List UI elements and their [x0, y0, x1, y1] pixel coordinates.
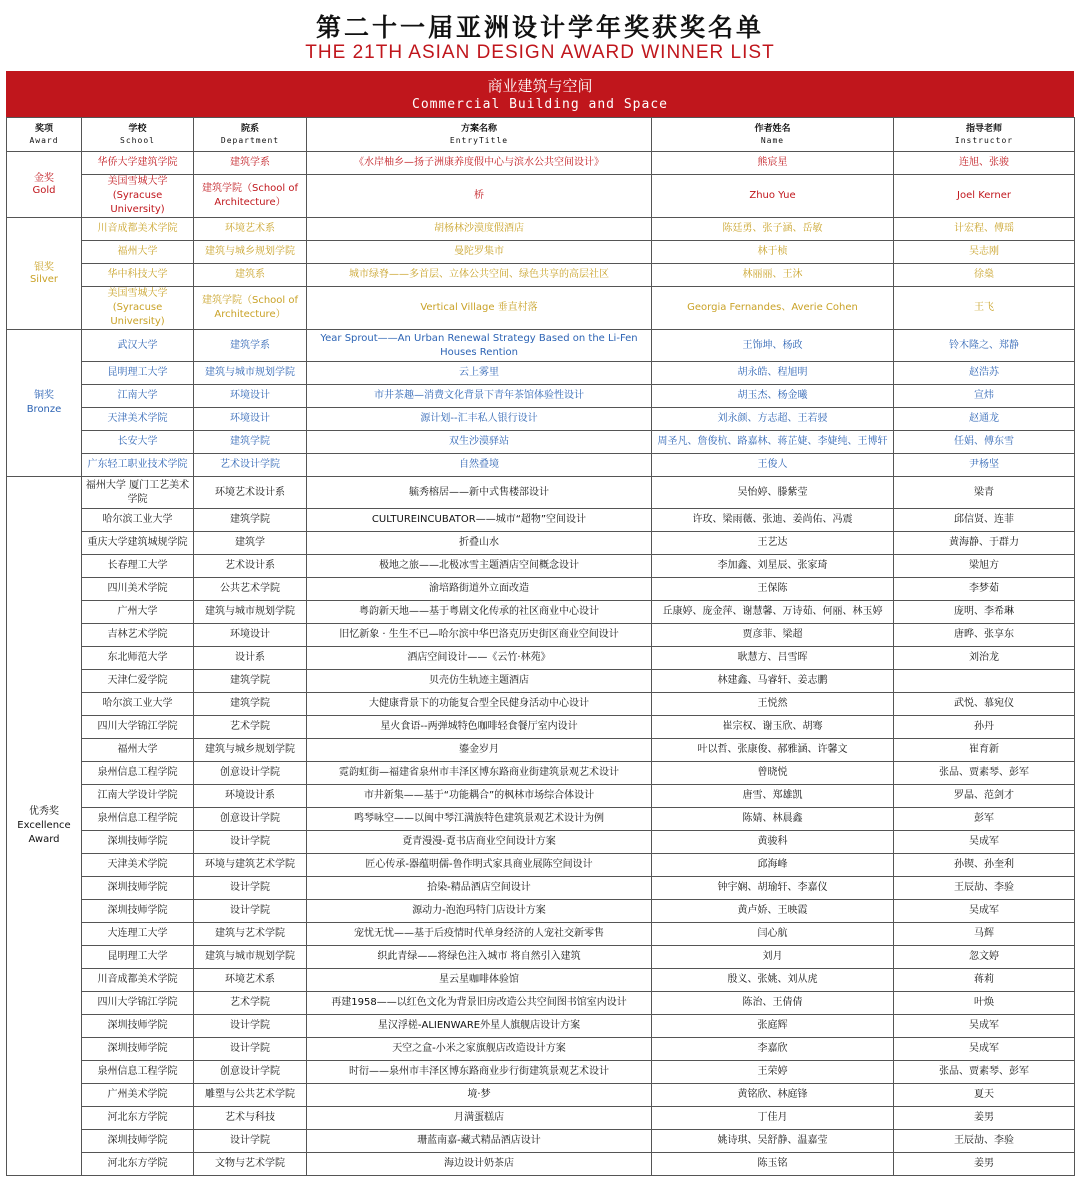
table-row — [7, 362, 1075, 385]
instructor-cell: 黄海静、于群力 — [894, 532, 1075, 555]
author-name-cell: 王保陈 — [652, 578, 894, 601]
department-cell: 设计系 — [194, 647, 307, 670]
department-cell: 设计学院 — [194, 831, 307, 854]
department-cell: 创意设计学院 — [194, 808, 307, 831]
school-cell: 深圳技师学院 — [82, 831, 194, 854]
table-row — [7, 946, 1075, 969]
instructor-cell: 计宏程、傅瑶 — [894, 218, 1075, 241]
table-row — [7, 831, 1075, 854]
department-cell: 建筑与城市规划学院 — [194, 946, 307, 969]
department-cell: 设计学院 — [194, 1038, 307, 1061]
school-cell: 河北东方学院 — [82, 1153, 194, 1176]
table-row — [7, 1015, 1075, 1038]
table-row — [7, 509, 1075, 532]
instructor-cell: 任娟、傅东雪 — [894, 431, 1075, 454]
entry-title-cell: 云上雾里 — [307, 362, 652, 385]
table-row — [7, 1084, 1075, 1107]
col-header-award: 奖项 Award — [7, 118, 82, 152]
entry-title-cell: 再建1958——以红色文化为背景旧房改造公共空间图书馆室内设计 — [307, 992, 652, 1015]
school-cell: 吉林艺术学院 — [82, 624, 194, 647]
table-row — [7, 1130, 1075, 1153]
entry-title-cell: 粤韵新天地——基于粤剧文化传承的社区商业中心设计 — [307, 601, 652, 624]
instructor-cell: 宣炜 — [894, 385, 1075, 408]
school-cell: 美国雪城大学 (Syracuse University) — [82, 287, 194, 330]
entry-title-cell: 桥 — [307, 175, 652, 218]
table-row — [7, 854, 1075, 877]
instructor-cell: 铃木隆之、郑静 — [894, 330, 1075, 362]
instructor-cell: Joel Kerner — [894, 175, 1075, 218]
school-cell: 广州大学 — [82, 601, 194, 624]
entry-title-cell: 双生沙漠驿站 — [307, 431, 652, 454]
author-name-cell: 李嘉欣 — [652, 1038, 894, 1061]
table-row — [7, 431, 1075, 454]
table-row — [7, 647, 1075, 670]
department-cell: 环境与建筑艺术学院 — [194, 854, 307, 877]
table-row — [7, 1061, 1075, 1084]
school-cell: 广东轻工职业技术学院 — [82, 454, 194, 477]
entry-title-cell: 天空之盒-小米之家旗舰店改造设计方案 — [307, 1038, 652, 1061]
award-label-en: Silver — [29, 273, 59, 285]
department-cell: 雕塑与公共艺术学院 — [194, 1084, 307, 1107]
school-cell: 河北东方学院 — [82, 1107, 194, 1130]
department-cell: 建筑与城乡规划学院 — [194, 241, 307, 264]
department-cell: 建筑学院（School of Architecture） — [194, 175, 307, 218]
author-name-cell: 耿慧方、吕雪晖 — [652, 647, 894, 670]
table-row — [7, 175, 1075, 218]
author-name-cell: 林丽丽、王沐 — [652, 264, 894, 287]
entry-title-cell: 拾染-精品酒店空间设计 — [307, 877, 652, 900]
instructor-cell: 徐燊 — [894, 264, 1075, 287]
department-cell: 建筑学院 — [194, 431, 307, 454]
entry-title-cell: 源动力-泡泡玛特门店设计方案 — [307, 900, 652, 923]
school-cell: 四川美术学院 — [82, 578, 194, 601]
instructor-cell: 罗晶、范剑才 — [894, 785, 1075, 808]
author-name-cell: 丘康婷、庞金萍、谢慧馨、万诗茹、何丽、林玉婷 — [652, 601, 894, 624]
school-cell: 福州大学 厦门工艺美术学院 — [82, 477, 194, 509]
author-name-cell: 吴怡婷、滕紫莹 — [652, 477, 894, 509]
author-name-cell: 王饰坤、杨政 — [652, 330, 894, 362]
department-cell: 艺术与科技 — [194, 1107, 307, 1130]
instructor-cell: 吴成军 — [894, 900, 1075, 923]
department-cell: 设计学院 — [194, 900, 307, 923]
department-cell: 创意设计学院 — [194, 1061, 307, 1084]
author-name-cell: 王艺达 — [652, 532, 894, 555]
author-name-cell: 黄卢娇、王映霞 — [652, 900, 894, 923]
table-row — [7, 762, 1075, 785]
department-cell: 建筑与城乡规划学院 — [194, 739, 307, 762]
instructor-cell: 邱信贤、连菲 — [894, 509, 1075, 532]
department-cell: 环境设计 — [194, 624, 307, 647]
instructor-cell: 孙丹 — [894, 716, 1075, 739]
winner-table — [6, 117, 1075, 1176]
table-row — [7, 992, 1075, 1015]
department-cell: 环境艺术设计系 — [194, 477, 307, 509]
instructor-cell: 叶焕 — [894, 992, 1075, 1015]
instructor-cell: 忽文婷 — [894, 946, 1075, 969]
col-header-instructor: 指导老师 Instructor — [894, 118, 1075, 152]
entry-title-cell: CULTUREINCUBATOR——城市“超物”空间设计 — [307, 509, 652, 532]
author-name-cell: 胡玉杰、杨金曦 — [652, 385, 894, 408]
entry-title-cell: 星汉浮槎-ALIENWARE外星人旗舰店设计方案 — [307, 1015, 652, 1038]
author-name-cell: 贾彦菲、梁超 — [652, 624, 894, 647]
department-cell: 环境设计 — [194, 385, 307, 408]
school-cell: 大连理工大学 — [82, 923, 194, 946]
school-cell: 天津美术学院 — [82, 854, 194, 877]
department-cell: 设计学院 — [194, 877, 307, 900]
school-cell: 江南大学 — [82, 385, 194, 408]
entry-title-cell: 贝壳仿生轨迹主题酒店 — [307, 670, 652, 693]
col-header-school: 学校 School — [82, 118, 194, 152]
entry-title-cell: 覔青漫漫-覔书店商业空间设计方案 — [307, 831, 652, 854]
department-cell: 建筑学院 — [194, 509, 307, 532]
department-cell: 艺术设计学院 — [194, 454, 307, 477]
author-name-cell: 崔宗权、谢玉欣、胡骞 — [652, 716, 894, 739]
author-name-cell: 张庭辉 — [652, 1015, 894, 1038]
entry-title-cell: 大健康背景下的功能复合型全民健身活动中心设计 — [307, 693, 652, 716]
department-cell: 环境设计 — [194, 408, 307, 431]
school-cell: 哈尔滨工业大学 — [82, 693, 194, 716]
award-label-en: Gold — [32, 184, 56, 196]
table-row — [7, 624, 1075, 647]
author-name-cell: 丁佳月 — [652, 1107, 894, 1130]
author-name-cell: 许玫、梁雨薇、张迪、姜尚佑、冯震 — [652, 509, 894, 532]
table-row — [7, 1107, 1075, 1130]
department-cell: 公共艺术学院 — [194, 578, 307, 601]
instructor-cell: 吴志刚 — [894, 241, 1075, 264]
entry-title-cell: 胡杨林沙漠度假酒店 — [307, 218, 652, 241]
author-name-cell: 陈廷勇、张子涵、岳敏 — [652, 218, 894, 241]
author-name-cell: 邱海峰 — [652, 854, 894, 877]
school-cell: 深圳技师学院 — [82, 1015, 194, 1038]
author-name-cell: 王悦然 — [652, 693, 894, 716]
entry-title-cell: 境·梦 — [307, 1084, 652, 1107]
school-cell: 长春理工大学 — [82, 555, 194, 578]
author-name-cell: 陈婧、林晨鑫 — [652, 808, 894, 831]
award-label-zh: 优秀奖 — [29, 806, 59, 817]
school-cell: 深圳技师学院 — [82, 1130, 194, 1153]
department-cell: 建筑学院 — [194, 693, 307, 716]
department-cell: 设计学院 — [194, 1015, 307, 1038]
author-name-cell: 叶以哲、张康俊、郝雅涵、许馨文 — [652, 739, 894, 762]
instructor-cell — [894, 670, 1075, 693]
entry-title-cell: 宠忧无忧——基于后疫情时代单身经济的人宠社交新零售 — [307, 923, 652, 946]
instructor-cell: 姜男 — [894, 1107, 1075, 1130]
instructor-cell: 尹杨坚 — [894, 454, 1075, 477]
table-row — [7, 739, 1075, 762]
entry-title-cell: 市井茶趣—消费文化背景下青年茶馆体验性设计 — [307, 385, 652, 408]
school-cell: 泉州信息工程学院 — [82, 762, 194, 785]
instructor-cell: 蒋莉 — [894, 969, 1075, 992]
department-cell: 环境艺术系 — [194, 969, 307, 992]
table-row — [7, 670, 1075, 693]
author-name-cell: 陈玉铭 — [652, 1153, 894, 1176]
school-cell: 华中科技大学 — [82, 264, 194, 287]
table-row — [7, 408, 1075, 431]
department-cell: 艺术学院 — [194, 992, 307, 1015]
school-cell: 川音成都美术学院 — [82, 218, 194, 241]
entry-title-cell: 旧忆新象 · 生生不已—哈尔滨中华巴洛克历史街区商业空间设计 — [307, 624, 652, 647]
school-cell: 重庆大学建筑城规学院 — [82, 532, 194, 555]
entry-title-cell: 源计划--汇丰私人银行设计 — [307, 408, 652, 431]
entry-title-cell: 《水岸柚乡—扬子洲康养度假中心与滨水公共空间设计》 — [307, 152, 652, 175]
school-cell: 川音成都美术学院 — [82, 969, 194, 992]
instructor-cell: 刘治龙 — [894, 647, 1075, 670]
table-row — [7, 454, 1075, 477]
entry-title-cell: 鎏金岁月 — [307, 739, 652, 762]
author-name-cell: 刘月 — [652, 946, 894, 969]
instructor-cell: 唐晔、张享东 — [894, 624, 1075, 647]
award-bronze-cell — [7, 330, 82, 477]
entry-title-cell: 时衍——泉州市丰泽区博东路商业步行街建筑景观艺术设计 — [307, 1061, 652, 1084]
school-cell: 哈尔滨工业大学 — [82, 509, 194, 532]
col-header-name: 作者姓名 Name — [652, 118, 894, 152]
instructor-cell: 姜男 — [894, 1153, 1075, 1176]
page-title: 第二十一届亚洲设计学年奖获奖名单 — [315, 13, 764, 42]
department-cell: 艺术学院 — [194, 716, 307, 739]
award-label-en: Excellence Award — [17, 820, 71, 845]
school-cell: 长安大学 — [82, 431, 194, 454]
table-row — [7, 808, 1075, 831]
instructor-cell: 连旭、张骏 — [894, 152, 1075, 175]
author-name-cell: 黄骏科 — [652, 831, 894, 854]
school-cell: 深圳技师学院 — [82, 1038, 194, 1061]
award-label-zh: 银奖 — [34, 261, 54, 273]
instructor-cell: 夏天 — [894, 1084, 1075, 1107]
author-name-cell: 刘永颜、方志超、王若骎 — [652, 408, 894, 431]
department-cell: 设计学院 — [194, 1130, 307, 1153]
author-name-cell: 钟宇娴、胡瑜轩、李嘉仪 — [652, 877, 894, 900]
page-subtitle: THE 21TH ASIAN DESIGN AWARD WINNER LIST — [305, 42, 775, 63]
award-silver-cell — [7, 218, 82, 330]
table-row — [7, 1038, 1075, 1061]
instructor-cell: 武悦、慕宛仪 — [894, 693, 1075, 716]
award-label-zh: 金奖 — [34, 172, 54, 184]
entry-title-cell: 月满蛋糕店 — [307, 1107, 652, 1130]
department-cell: 建筑与艺术学院 — [194, 923, 307, 946]
table-row — [7, 578, 1075, 601]
instructor-cell: 张品、贾素琴、彭军 — [894, 1061, 1075, 1084]
school-cell: 福州大学 — [82, 241, 194, 264]
author-name-cell: 唐雪、郑雄凯 — [652, 785, 894, 808]
author-name-cell: 姚诗琪、吴舒静、温嘉莹 — [652, 1130, 894, 1153]
instructor-cell: 赵通龙 — [894, 408, 1075, 431]
author-name-cell: 曾晓悦 — [652, 762, 894, 785]
department-cell: 艺术设计系 — [194, 555, 307, 578]
author-name-cell: 黄铭欣、林庭锋 — [652, 1084, 894, 1107]
author-name-cell: Zhuo Yue — [652, 175, 894, 218]
category-title-en: Commercial Building and Space — [412, 97, 668, 112]
author-name-cell: 王荣婷 — [652, 1061, 894, 1084]
table-row — [7, 264, 1075, 287]
department-cell: 建筑系 — [194, 264, 307, 287]
entry-title-cell: Year Sprout——An Urban Renewal Strategy Based on the Li-Fen Houses Rention — [307, 330, 652, 362]
table-row — [7, 785, 1075, 808]
instructor-cell: 梁旭方 — [894, 555, 1075, 578]
department-cell: 建筑与城市规划学院 — [194, 362, 307, 385]
instructor-cell: 马辉 — [894, 923, 1075, 946]
entry-title-cell: 城市绿脊——多首层、立体公共空间、绿色共享的高层社区 — [307, 264, 652, 287]
award-gold-cell — [7, 152, 82, 218]
entry-title-cell: 市井新集——基于“功能耦合”的枫林市场综合体设计 — [307, 785, 652, 808]
author-name-cell: Georgia Fernandes、Averie Cohen — [652, 287, 894, 330]
entry-title-cell: 织此青绿——将绿色注入城市 将自然引入建筑 — [307, 946, 652, 969]
author-name-cell: 熊宸星 — [652, 152, 894, 175]
table-row — [7, 287, 1075, 330]
entry-title-cell: 酒店空间设计——《云竹·林苑》 — [307, 647, 652, 670]
entry-title-cell: 海边设计奶茶店 — [307, 1153, 652, 1176]
instructor-cell: 吴成军 — [894, 1038, 1075, 1061]
instructor-cell: 彭军 — [894, 808, 1075, 831]
author-name-cell: 殷义、张姚、刘从虎 — [652, 969, 894, 992]
department-cell: 建筑与城市规划学院 — [194, 601, 307, 624]
department-cell: 环境设计系 — [194, 785, 307, 808]
instructor-cell: 吴成军 — [894, 831, 1075, 854]
school-cell: 天津仁爱学院 — [82, 670, 194, 693]
school-cell: 广州美术学院 — [82, 1084, 194, 1107]
entry-title-cell: 极地之旅——北极冰雪主题酒店空间概念设计 — [307, 555, 652, 578]
award-label-en: Bronze — [26, 404, 62, 415]
award-exc-cell — [7, 477, 82, 1176]
school-cell: 武汉大学 — [82, 330, 194, 362]
school-cell: 美国雪城大学 (Syracuse University) — [82, 175, 194, 218]
school-cell: 福州大学 — [82, 739, 194, 762]
department-cell: 文物与艺术学院 — [194, 1153, 307, 1176]
entry-title-cell: 折叠山水 — [307, 532, 652, 555]
entry-title-cell: 毓秀榕居——新中式售楼部设计 — [307, 477, 652, 509]
entry-title-cell: 星火食语--两弹城特色咖啡轻食餐厅室内设计 — [307, 716, 652, 739]
school-cell: 泉州信息工程学院 — [82, 1061, 194, 1084]
table-row — [7, 923, 1075, 946]
entry-title-cell: 匠心传承-器蕴明儒-鲁作明式家具商业展陈空间设计 — [307, 854, 652, 877]
table-row — [7, 900, 1075, 923]
col-header-department: 院系 Department — [194, 118, 307, 152]
table-row — [7, 532, 1075, 555]
instructor-cell: 崔育新 — [894, 739, 1075, 762]
school-cell: 天津美术学院 — [82, 408, 194, 431]
table-row — [7, 555, 1075, 578]
instructor-cell: 孙锲、孙奎利 — [894, 854, 1075, 877]
department-cell: 建筑学院 — [194, 670, 307, 693]
department-cell: 创意设计学院 — [194, 762, 307, 785]
school-cell: 深圳技师学院 — [82, 877, 194, 900]
department-cell: 建筑学 — [194, 532, 307, 555]
school-cell: 四川大学锦江学院 — [82, 992, 194, 1015]
entry-title-cell: 自然叠境 — [307, 454, 652, 477]
table-body — [7, 152, 1075, 1176]
category-banner — [6, 71, 1074, 117]
entry-title-cell: 鸣琴咏空——以闽中琴江满族特色建筑景观艺术设计为例 — [307, 808, 652, 831]
entry-title-cell: 珊蓝南嘉-藏式精品酒店设计 — [307, 1130, 652, 1153]
table-row — [7, 385, 1075, 408]
table-row — [7, 969, 1075, 992]
author-name-cell: 陈治、王倩倩 — [652, 992, 894, 1015]
school-cell: 深圳技师学院 — [82, 900, 194, 923]
instructor-cell: 吴成军 — [894, 1015, 1075, 1038]
department-cell: 建筑学系 — [194, 330, 307, 362]
instructor-cell: 王飞 — [894, 287, 1075, 330]
instructor-cell: 王辰劼、李验 — [894, 1130, 1075, 1153]
author-name-cell: 周圣凡、詹俊杭、路嘉林、蒋芷婕、李婕纯、王博轩 — [652, 431, 894, 454]
table-row — [7, 218, 1075, 241]
school-cell: 昆明理工大学 — [82, 946, 194, 969]
entry-title-cell: 曼陀罗集市 — [307, 241, 652, 264]
table-row — [7, 601, 1075, 624]
col-header-entry-title: 方案名称 EntryTitle — [307, 118, 652, 152]
table-row — [7, 241, 1075, 264]
author-name-cell: 林于桢 — [652, 241, 894, 264]
award-label-zh: 铜奖 — [34, 390, 54, 401]
school-cell: 昆明理工大学 — [82, 362, 194, 385]
author-name-cell: 闫心航 — [652, 923, 894, 946]
table-row — [7, 716, 1075, 739]
entry-title-cell: 星云星咖啡体验馆 — [307, 969, 652, 992]
school-cell: 江南大学设计学院 — [82, 785, 194, 808]
category-title-zh: 商业建筑与空间 — [487, 77, 593, 95]
table-row — [7, 693, 1075, 716]
table-row — [7, 1153, 1075, 1176]
table-header-row — [7, 118, 1075, 152]
entry-title-cell: 渝培路街道外立面改造 — [307, 578, 652, 601]
author-name-cell: 李加鑫、刘星辰、张家琦 — [652, 555, 894, 578]
table-row — [7, 477, 1075, 509]
instructor-cell: 王辰劼、李验 — [894, 877, 1075, 900]
table-row — [7, 877, 1075, 900]
department-cell: 建筑学院（School of Architecture） — [194, 287, 307, 330]
author-name-cell: 王俊人 — [652, 454, 894, 477]
table-row — [7, 330, 1075, 362]
instructor-cell: 李梦茹 — [894, 578, 1075, 601]
school-cell: 东北师范大学 — [82, 647, 194, 670]
entry-title-cell: 霓韵虹街—福建省泉州市丰泽区博东路商业街建筑景观艺术设计 — [307, 762, 652, 785]
school-cell: 泉州信息工程学院 — [82, 808, 194, 831]
entry-title-cell: Vertical Village 垂直村落 — [307, 287, 652, 330]
author-name-cell: 林建鑫、马睿轩、姜志鹏 — [652, 670, 894, 693]
instructor-cell: 张品、贾素琴、彭军 — [894, 762, 1075, 785]
department-cell: 建筑学系 — [194, 152, 307, 175]
table-row — [7, 152, 1075, 175]
instructor-cell: 梁青 — [894, 477, 1075, 509]
department-cell: 环境艺术系 — [194, 218, 307, 241]
instructor-cell: 赵浩苏 — [894, 362, 1075, 385]
school-cell: 四川大学锦江学院 — [82, 716, 194, 739]
school-cell: 华侨大学建筑学院 — [82, 152, 194, 175]
instructor-cell: 庞明、李希琳 — [894, 601, 1075, 624]
author-name-cell: 胡永皓、程旭明 — [652, 362, 894, 385]
